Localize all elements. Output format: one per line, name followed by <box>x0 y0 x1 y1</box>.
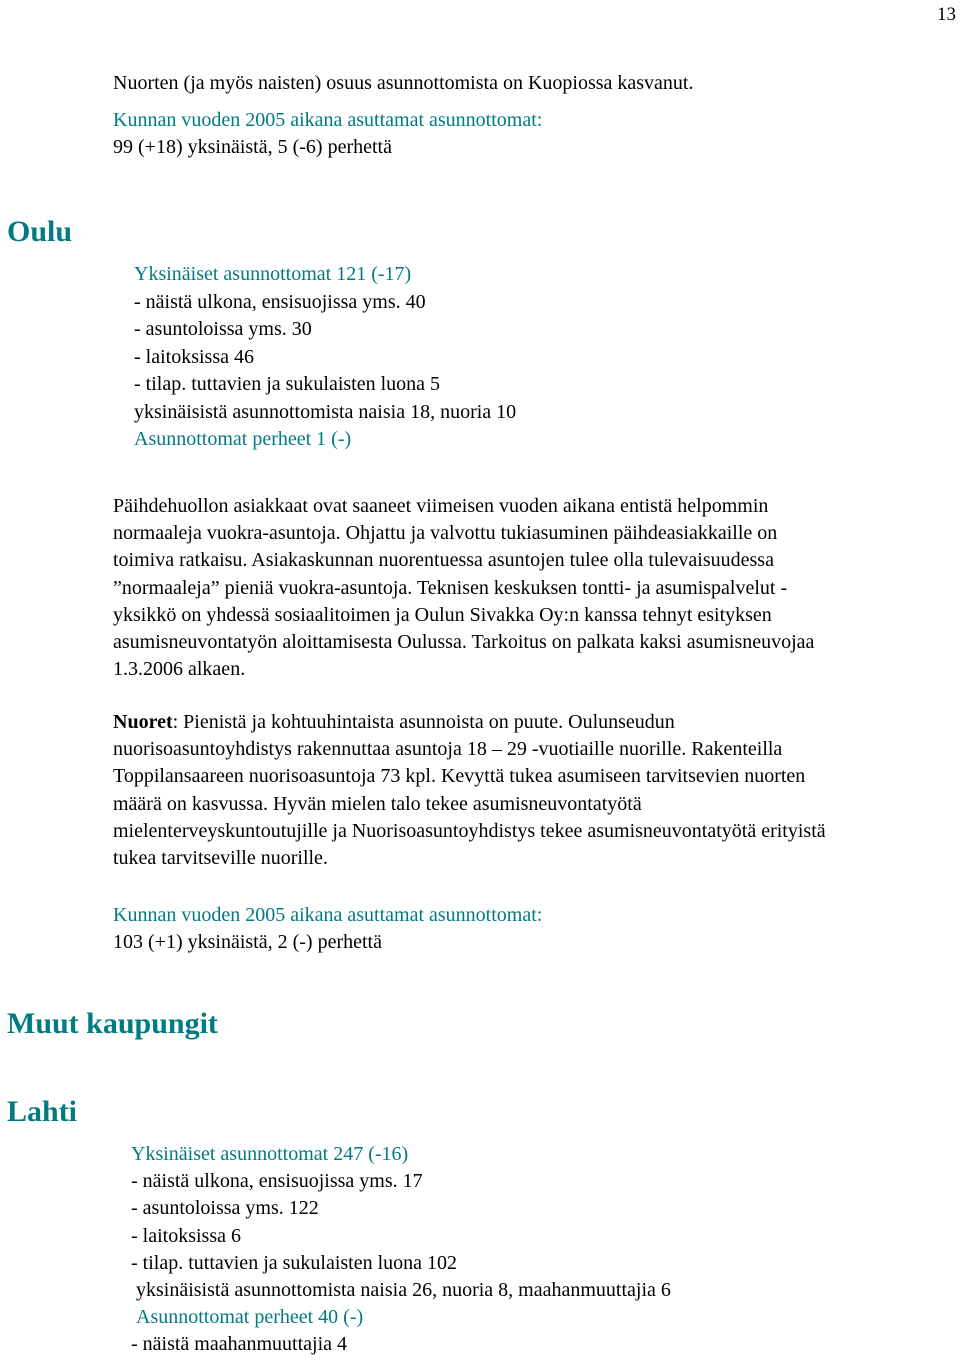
paragraph-line: tukea tarvitseville nuorille. <box>113 847 328 870</box>
page-number: 13 <box>937 4 956 25</box>
oulu-stat-women-youth: yksinäisistä asunnottomista naisia 18, nuoria 10 <box>134 400 517 423</box>
kuopio-housed-label: Kunnan vuoden 2005 aikana asuttamat asunnottomat: <box>113 109 543 131</box>
lahti-stat-families: Asunnottomat perheet 40 (-) <box>136 1306 364 1329</box>
oulu-stat-singles: Yksinäiset asunnottomat 121 (-17) <box>134 263 412 285</box>
lahti-stat-institutions: - laitoksissa 6 <box>131 1224 241 1247</box>
lahti-stat-singles: Yksinäiset asunnottomat 247 (-16) <box>131 1143 409 1165</box>
muut-kaupungit-heading: Muut kaupungit <box>7 1007 218 1040</box>
oulu-heading: Oulu <box>7 215 73 248</box>
youth-keyword: Nuoret <box>113 711 173 733</box>
lahti-stat-outdoors: - näistä ulkona, ensisuojissa yms. 17 <box>131 1170 423 1193</box>
lahti-stat-women-youth: yksinäisistä asunnottomista naisia 26, nuoria 8, maahanmuuttajia 6 <box>136 1279 671 1302</box>
paragraph-line: 1.3.2006 alkaen. <box>113 658 246 681</box>
paragraph-line: nuorisoasuntoyhdistys rakennuttaa asuntoja 18 – 29 -vuotiaille nuorille. Rakenteilla <box>113 738 783 761</box>
oulu-paragraph-1 <box>113 493 814 683</box>
kuopio-section <box>113 70 694 161</box>
oulu-stat-institutions: - laitoksissa 46 <box>134 345 254 368</box>
paragraph-line: yksikkö on yhdessä sosiaalitoimen ja Oulun Sivakka Oy:n kanssa tehnyt esityksen <box>113 603 772 626</box>
paragraph-line: Toppilansaareen nuorisoasuntoja 73 kpl. Kevyttä tukea asumiseen tarvitsevien nuorten <box>113 765 806 788</box>
lahti-stats <box>131 1141 671 1359</box>
oulu-stats <box>134 261 516 454</box>
paragraph-line: Päihdehuollon asiakkaat ovat saaneet viimeisen vuoden aikana entistä helpommin <box>113 495 769 517</box>
paragraph-line: normaaleja vuokra-asuntoja. Ohjattu ja valvottu tukiasuminen päihdeasiakkaille on <box>113 522 778 545</box>
oulu-stat-friends: - tilap. tuttavien ja sukulaisten luona 5 <box>134 373 441 395</box>
paragraph-line: asumisneuvontatyön aloittamisesta Oulussa. Tarkoitus on palkata kaksi asumisneuvojaa <box>113 631 815 654</box>
kuopio-summary: Nuorten (ja myös naisten) osuus asunnottomista on Kuopiossa kasvanut. <box>113 72 694 94</box>
paragraph-line: mielenterveyskuntoutujille ja Nuorisoasuntoyhdistys tekee asumisneuvontatyötä erityistä <box>113 819 826 842</box>
lahti-heading: Lahti <box>7 1095 78 1128</box>
oulu-housed <box>113 902 542 956</box>
lahti-stat-immigrants: - näistä maahanmuuttajia 4 <box>131 1333 348 1356</box>
paragraph-line: Nuoret: Pienistä ja kohtuuhintaista asunnoista on puute. Oulunseudun <box>113 711 675 733</box>
oulu-paragraph-2 <box>113 709 826 872</box>
kuopio-housed-value: 99 (+18) yksinäistä, 5 (-6) perhettä <box>113 136 392 158</box>
paragraph-line: määrä on kasvussa. Hyvän mielen talo tekee asumisneuvontatyötä <box>113 792 642 815</box>
lahti-stat-hostels: - asuntoloissa yms. 122 <box>131 1197 319 1220</box>
oulu-stat-outdoors: - näistä ulkona, ensisuojissa yms. 40 <box>134 290 426 313</box>
oulu-housed-label: Kunnan vuoden 2005 aikana asuttamat asunnottomat: <box>113 904 543 926</box>
lahti-stat-friends: - tilap. tuttavien ja sukulaisten luona 102 <box>131 1251 458 1274</box>
paragraph-line: toimiva ratkaisu. Asiakaskunnan nuorentuessa asuntojen tulee olla tulevaisuudessa <box>113 549 774 572</box>
oulu-stat-families: Asunnottomat perheet 1 (-) <box>134 428 352 450</box>
oulu-housed-value: 103 (+1) yksinäistä, 2 (-) perhettä <box>113 931 382 953</box>
oulu-stat-hostels: - asuntoloissa yms. 30 <box>134 318 312 340</box>
paragraph-line: ”normaaleja” pieniä vuokra-asuntoja. Teknisen keskuksen tontti- ja asumispalvelut - <box>113 576 788 599</box>
